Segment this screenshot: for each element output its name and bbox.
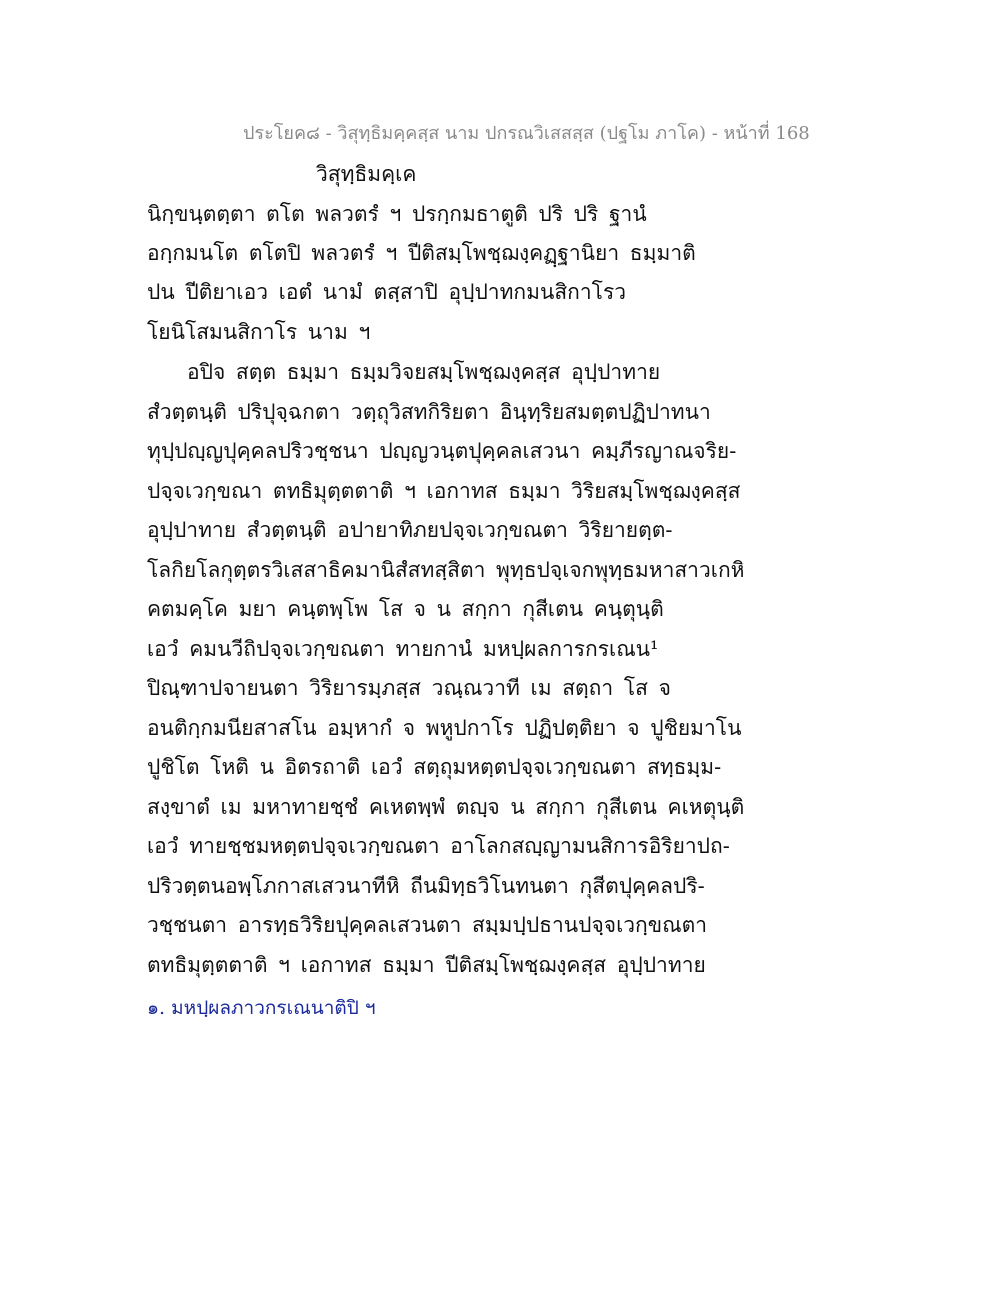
running-header: ประโยค๘ - วิสุทฺธิมคฺคสฺส นาม ปกรณวิเสสสฺส (ปฐโม ภาโค) - หน้าที่ 168 [243, 123, 810, 144]
text-line: อนติกฺกมนียสาสโน อมฺหากํ จ พหูปกาโร ปฏิปตฺติยา จ ปูชิยมาโน [147, 716, 742, 740]
text-line: อกฺกมนโต ตโตปิ พลวตรํ ฯ ปีติสมฺโพชฺฌงฺคฏฺฐานิยา ธมฺมาติ [147, 241, 696, 265]
text-line: ปน ปีติยาเอว เอตํ นามํ ตสฺสาปิ อุปฺปาทกมนสิกาโรว [147, 280, 627, 304]
text-line: เอวํ ทายชฺชมหตฺตปจฺจเวกฺขณตา อาโลกสญฺญามนสิการอิริยาปถ- [147, 834, 730, 858]
text-line: วชฺชนตา อารทฺธวิริยปุคฺคลเสวนตา สมฺมปฺปธานปจฺจเวกฺขณตา [147, 913, 708, 937]
text-line: ทุปฺปญฺญปุคฺคลปริวชฺชนา ปญฺญวนฺตปุคฺคลเสวนา คมฺภีรญาณจริย- [147, 439, 737, 463]
footnote: ๑. มหปฺผลภาวกรเณนาติปิ ฯ [147, 997, 376, 1019]
text-line: สํวตฺตนฺติ ปริปุจฺฉกตา วตฺถุวิสทกิริยตา อินฺทฺริยสมตฺตปฏิปาทนา [147, 400, 711, 424]
text-line: สงฺขาตํ เม มหาทายชฺชํ คเหตพฺพํ ตญฺจ น สกฺกา กุสีเตน คเหตุนฺติ [147, 795, 745, 819]
text-line: โลกิยโลกุตฺตรวิเสสาธิคมานิสํสทสฺสิตา พุทฺธปจฺเจกพุทฺธมหาสาวเกหิ [147, 558, 745, 582]
text-line: อุปฺปาทาย สํวตฺตนฺติ อปายาทิภยปจฺจเวกฺขณตา วิริยายตฺต- [147, 518, 673, 542]
text-line: ปริวตฺตนอพฺโภกาสเสวนาทีหิ ถีนมิทฺธวิโนทนตา กุสีตปุคฺคลปริ- [147, 874, 705, 898]
text-line: ตทธิมุตฺตตาติ ฯ เอกาทส ธมฺมา ปีติสมฺโพชฺฌงฺคสฺส อุปฺปาทาย [147, 953, 706, 977]
text-line: เอวํ คมนวีถิปจฺจเวกฺขณตา ทายกานํ มหปฺผลการกรเณน¹ [147, 637, 659, 661]
text-line: ปูชิโต โหติ น อิตรถาติ เอวํ สตฺถุมหตฺตปจฺจเวกฺขณตา สทฺธมฺม- [147, 755, 722, 779]
paragraph-first-line: อปิจ สตฺต ธมฺมา ธมฺมวิจยสมฺโพชฺฌงฺคสฺส อุปฺปาทาย [187, 360, 661, 384]
text-line: ปิณฺฑาปจายนตา วิริยารมฺภสฺส วณฺณวาที เม สตฺถา โส จ [147, 676, 671, 700]
text-line: โยนิโสมนสิกาโร นาม ฯ [147, 320, 371, 344]
text-line: นิกฺขนฺตตฺตา ตโต พลวตรํ ฯ ปรกฺกมธาตูติ ปริ ปริ ฐานํ [147, 202, 647, 226]
text-line: ปจฺจเวกฺขณา ตทธิมุตฺตตาติ ฯ เอกาทส ธมฺมา วิริยสมฺโพชฺฌงฺคสฺส [147, 479, 741, 503]
text-line: คตมคฺโค มยา คนฺตพฺโพ โส จ น สกฺกา กุสีเตน คนฺตุนฺติ [147, 597, 664, 621]
chapter-title: วิสุทฺธิมคฺเค [316, 162, 417, 186]
